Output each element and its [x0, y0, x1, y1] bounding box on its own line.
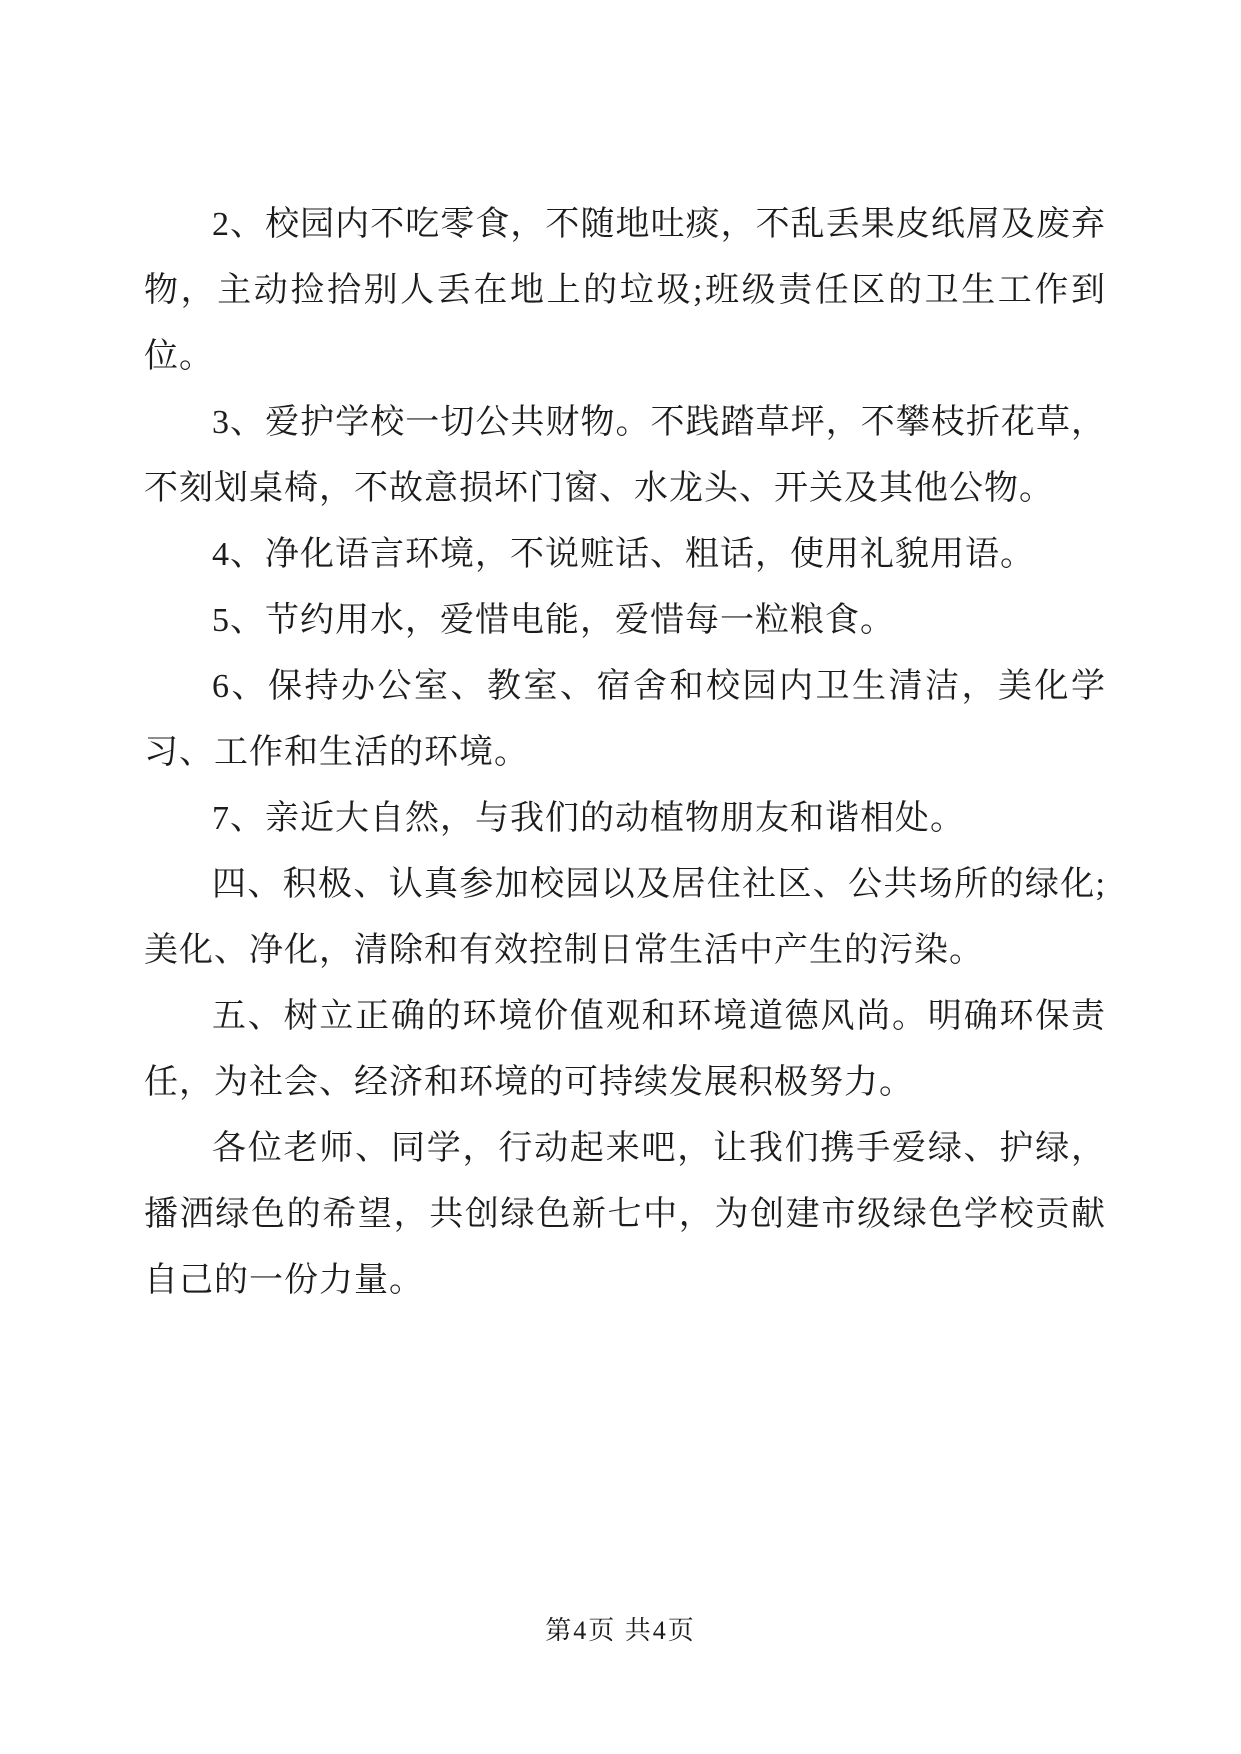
paragraph: 5、节约用水，爱惜电能，爱惜每一粒粮食。	[212, 602, 895, 639]
page-number-text: 第4页 共4页	[545, 1616, 696, 1645]
paragraph: 四、积极、认真参加校园以及居住社区、公共场所的绿化;美化、净化，清除和有效控制日常生活中产生的污染。	[144, 866, 1106, 969]
paragraph: 6、保持办公室、教室、宿舍和校园内卫生清洁，美化学习、工作和生活的环境。	[144, 668, 1106, 771]
paragraph: 7、亲近大自然，与我们的动植物朋友和谐相处。	[212, 800, 965, 837]
paragraph: 五、树立正确的环境价值观和环境道德风尚。明确环保责任，为社会、经济和环境的可持续发展积极努力。	[144, 998, 1106, 1101]
paragraph: 各位老师、同学，行动起来吧，让我们携手爱绿、护绿，播洒绿色的希望，共创绿色新七中，为创建市级绿色学校贡献自己的一份力量。	[144, 1130, 1106, 1299]
paragraph: 2、校园内不吃零食，不随地吐痰，不乱丢果皮纸屑及废弃物，主动捡拾别人丢在地上的垃圾;班级责任区的卫生工作到位。	[144, 206, 1106, 375]
paragraph: 4、净化语言环境，不说赃话、粗话，使用礼貌用语。	[212, 536, 1035, 573]
document-body	[144, 192, 1106, 1314]
page-footer	[0, 1610, 1241, 1647]
paragraph: 3、爱护学校一切公共财物。不践踏草坪，不攀枝折花草，不刻划桌椅，不故意损坏门窗、水龙头、开关及其他公物。	[144, 404, 1106, 507]
